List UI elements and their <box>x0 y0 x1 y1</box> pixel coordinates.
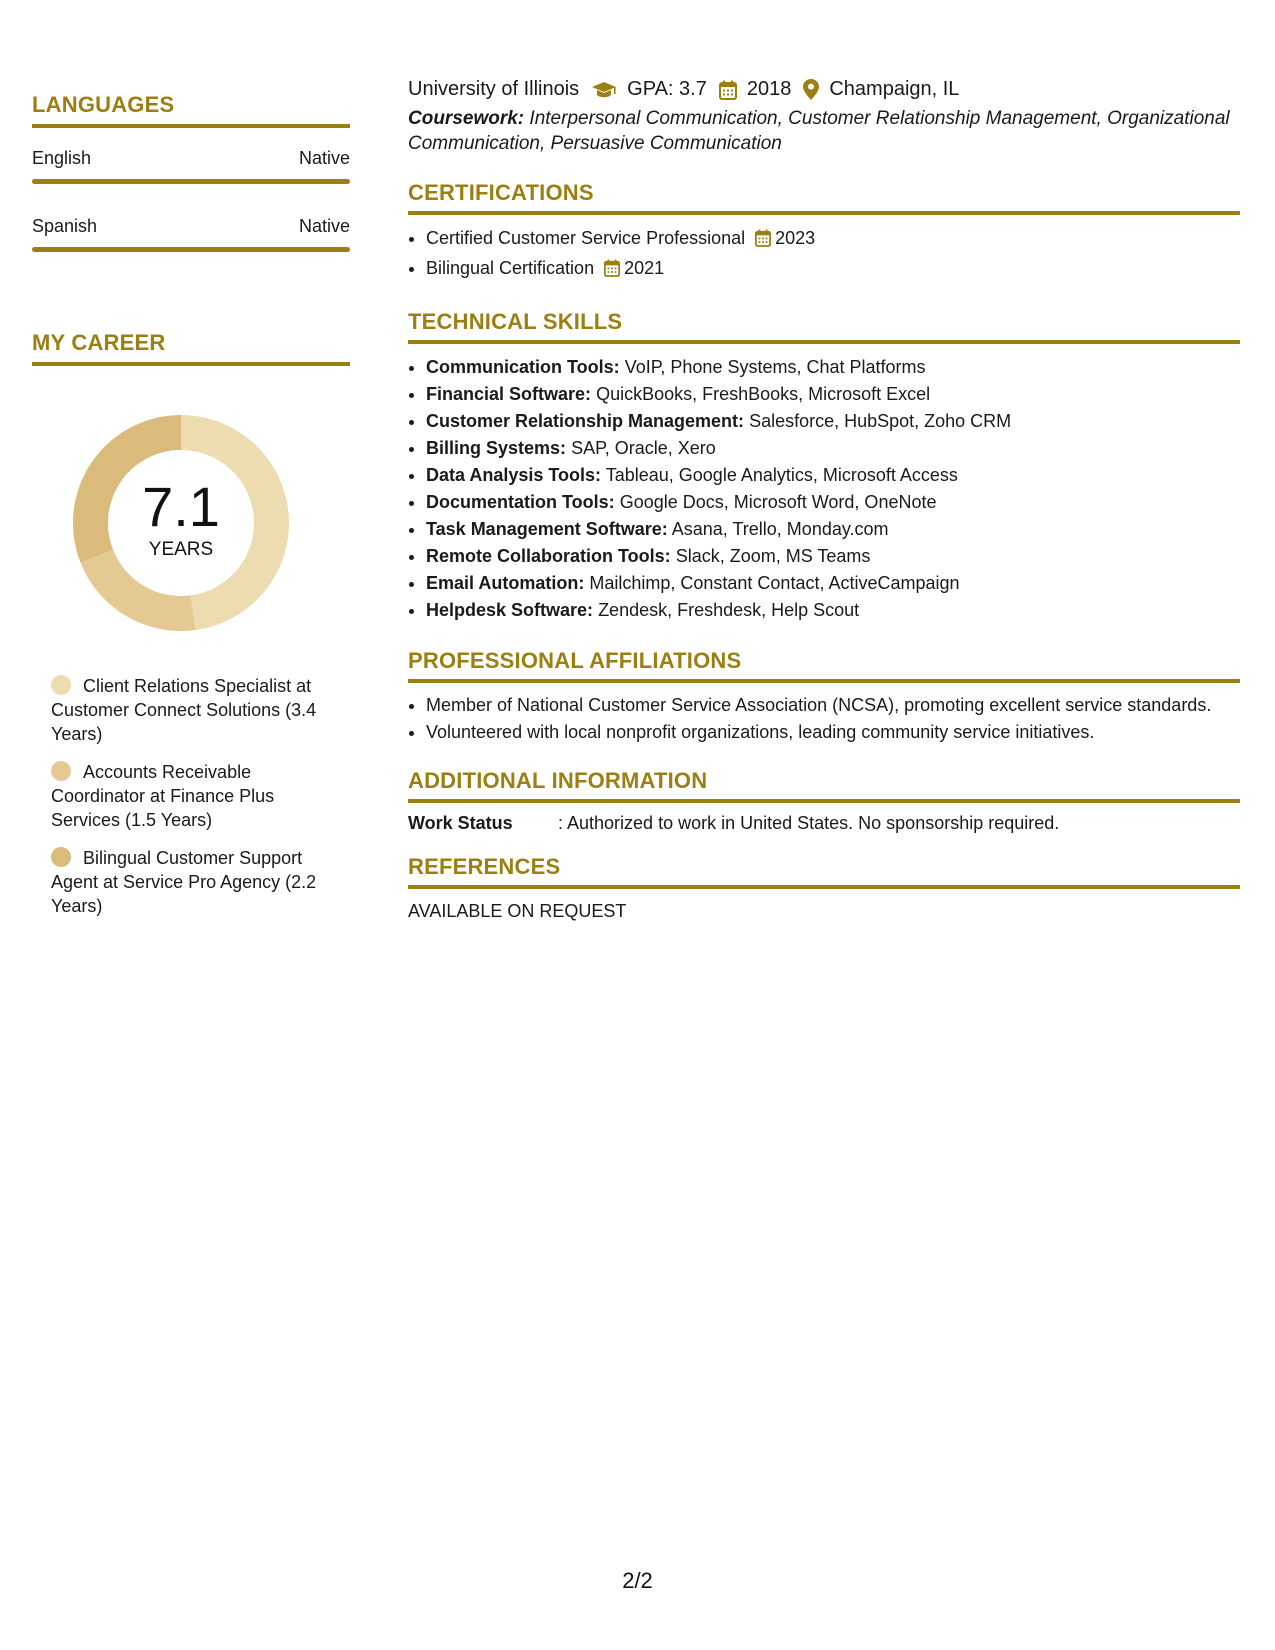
legend-dot-icon <box>51 761 71 781</box>
school-location: Champaign, IL <box>829 78 960 100</box>
graduation-cap-icon <box>591 81 617 99</box>
skill-label: Helpdesk Software: <box>426 600 594 620</box>
list-item <box>426 381 1240 408</box>
education-line <box>408 78 1240 101</box>
list-item <box>426 570 1240 597</box>
coursework-text: Interpersonal Communication, Customer Relationship Management, Organizational Communication, Persuasive Communication <box>408 108 1230 154</box>
career-legend-item <box>51 674 341 746</box>
career-donut-chart <box>66 408 296 638</box>
skill-value: QuickBooks, FreshBooks, Microsoft Excel <box>596 384 931 404</box>
certification-year: 2023 <box>775 228 816 248</box>
list-item <box>426 435 1240 462</box>
list-item: • Volunteered with local nonprofit organizations, leading community service initiatives. <box>426 720 1240 744</box>
page-number: 2/2 <box>622 1568 653 1593</box>
skill-value: Google Docs, Microsoft Word, OneNote <box>619 492 937 512</box>
certifications-list <box>408 225 1240 285</box>
language-name: Spanish <box>32 216 98 236</box>
career-total-years: 7.1 <box>142 475 220 538</box>
technical-skills-list <box>408 354 1240 624</box>
skill-value: Mailchimp, Constant Contact, ActiveCampaign <box>589 573 960 593</box>
career-item-text: Client Relations Specialist at Customer Connect Solutions (3.4 Years) <box>51 676 317 744</box>
skill-value: SAP, Oracle, Xero <box>571 438 716 458</box>
list-item <box>426 597 1240 624</box>
skill-label: Documentation Tools: <box>426 492 615 512</box>
calendar-icon <box>755 228 771 255</box>
additional-info-section <box>408 768 1240 834</box>
gpa: GPA: 3.7 <box>627 78 707 100</box>
certifications-section <box>408 180 1240 285</box>
affiliations-section <box>408 648 1240 744</box>
skill-value: Tableau, Google Analytics, Microsoft Access <box>605 465 958 485</box>
technical-skills-section <box>408 309 1240 624</box>
skill-label: Customer Relationship Management: <box>426 411 745 431</box>
certification-name: Bilingual Certification <box>426 258 595 278</box>
skill-label: Email Automation: <box>426 573 585 593</box>
coursework <box>408 106 1240 156</box>
list-item <box>426 489 1240 516</box>
right-column <box>408 78 1240 922</box>
language-level: Native <box>298 148 350 168</box>
career-item-text: Accounts Receivable Coordinator at Finance Plus Services (1.5 Years) <box>51 762 275 830</box>
list-item <box>426 354 1240 381</box>
list-item <box>426 516 1240 543</box>
skill-value: Slack, Zoom, MS Teams <box>675 546 871 566</box>
work-status-value: : Authorized to work in United States. No sponsorship required. <box>558 813 1060 833</box>
career-item-text: Bilingual Customer Support Agent at Service Pro Agency (2.2 Years) <box>51 848 317 916</box>
left-column <box>32 92 350 932</box>
list-item <box>426 408 1240 435</box>
language-row <box>32 128 350 179</box>
skill-value: Asana, Trello, Monday.com <box>671 519 889 539</box>
skill-value: VoIP, Phone Systems, Chat Platforms <box>624 357 926 377</box>
skill-value: Salesforce, HubSpot, Zoho CRM <box>749 411 1012 431</box>
skill-label: Task Management Software: <box>426 519 668 539</box>
coursework-label: Coursework: <box>408 108 525 129</box>
location-pin-icon <box>803 79 819 100</box>
career-legend <box>51 674 341 918</box>
school-name: University of Illinois <box>408 78 580 100</box>
list-item <box>426 543 1240 570</box>
references-text: AVAILABLE ON REQUEST <box>408 901 627 921</box>
affiliations-title: PROFESSIONAL AFFILIATIONS <box>408 648 1240 683</box>
language-name: English <box>32 148 92 168</box>
list-item <box>426 225 1240 255</box>
career-legend-item <box>51 760 341 832</box>
references-title: REFERENCES <box>408 854 1240 889</box>
additional-info-title: ADDITIONAL INFORMATION <box>408 768 1240 803</box>
graduation-year: 2018 <box>746 78 792 100</box>
language-level: Native <box>298 216 350 236</box>
language-row <box>32 184 350 247</box>
calendar-icon <box>604 258 620 285</box>
certification-year: 2021 <box>624 258 665 278</box>
legend-dot-icon <box>51 675 71 695</box>
references-section <box>408 854 1240 922</box>
list-item <box>426 462 1240 489</box>
technical-skills-title: TECHNICAL SKILLS <box>408 309 1240 344</box>
affiliations-list <box>408 693 1240 744</box>
language-level-bar <box>32 247 350 252</box>
career-legend-item <box>51 846 341 918</box>
list-item: • Member of National Customer Service Association (NCSA), promoting excellent service standards. <box>426 693 1240 717</box>
skill-label: Remote Collaboration Tools: <box>426 546 671 566</box>
career-title: MY CAREER <box>32 330 350 366</box>
work-status-row <box>408 813 1240 834</box>
certifications-title: CERTIFICATIONS <box>408 180 1240 215</box>
certification-name: Certified Customer Service Professional <box>426 228 746 248</box>
calendar-icon <box>719 80 737 100</box>
skill-label: Communication Tools: <box>426 357 620 377</box>
languages-title: LANGUAGES <box>32 92 350 128</box>
legend-dot-icon <box>51 847 71 867</box>
skill-value: Zendesk, Freshdesk, Help Scout <box>598 600 860 620</box>
work-status-label: Work Status <box>408 813 513 833</box>
list-item <box>426 255 1240 285</box>
skill-label: Data Analysis Tools: <box>426 465 602 485</box>
career-total-unit: YEARS <box>148 539 214 560</box>
skill-label: Billing Systems: <box>426 438 567 458</box>
donut-center <box>66 408 296 638</box>
skill-label: Financial Software: <box>426 384 592 404</box>
